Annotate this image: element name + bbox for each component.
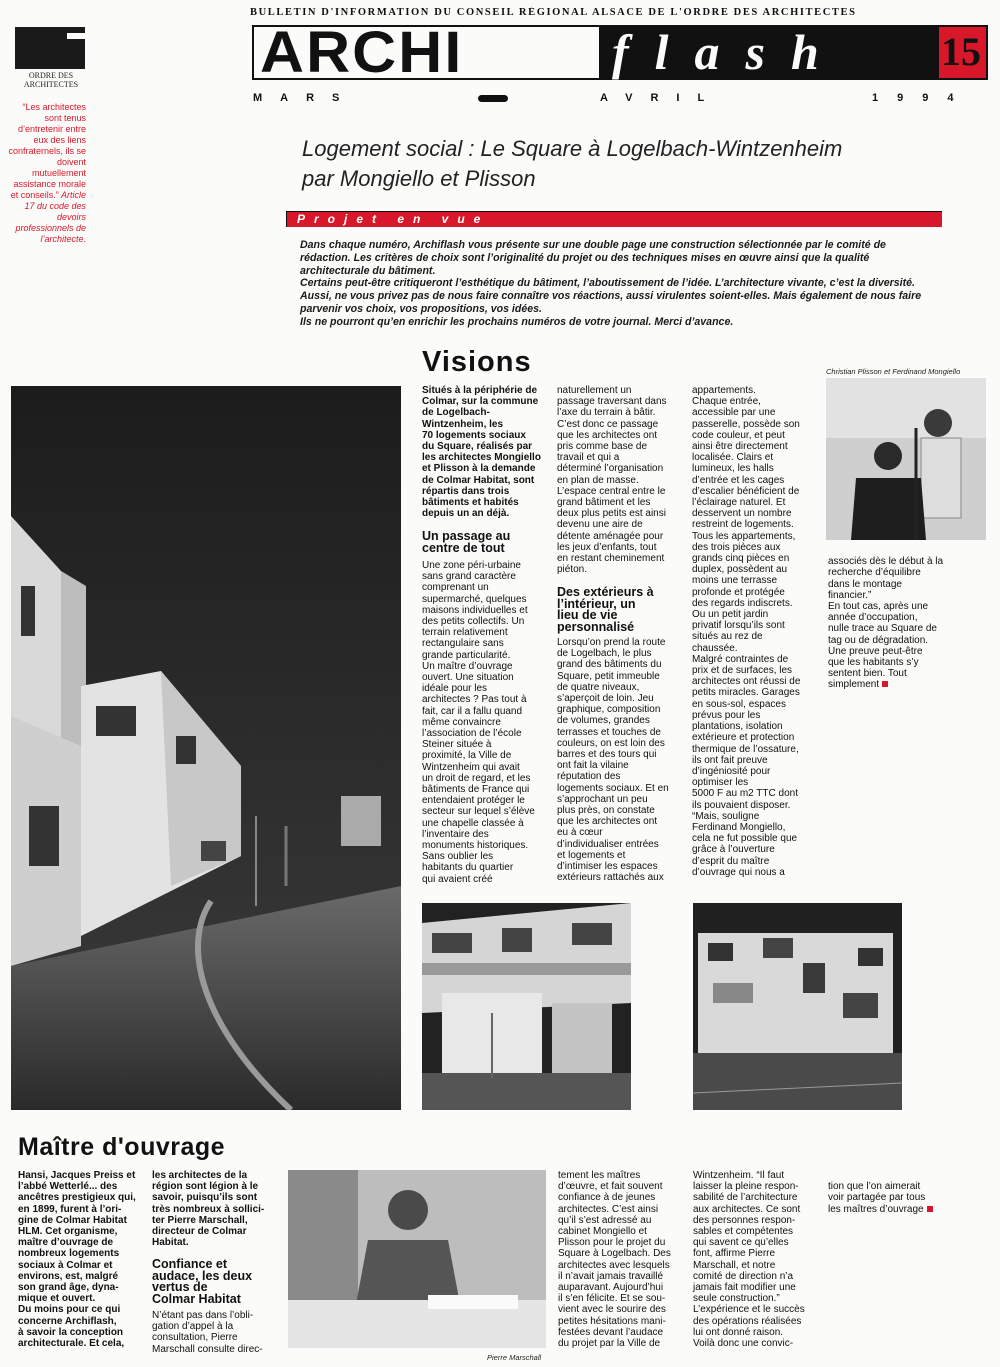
building-main-photo [11,386,401,1110]
visions-lead: Situés à la périphérie de Colmar, sur la commune de Logelbach- Wintzenheim, les 70 logements sociaux du Square, réalisés par les architectes Mongiello et Plisson à la demande de Colmar Habitat, sont répartis dans trois bâtiments et habités depuis un an déjà. [422,385,541,520]
maitre-title: Maître d'ouvrage [18,1133,226,1161]
maitre-sub: Confiance et audace, les deux vertus de Colmar Habitat [152,1257,253,1306]
maitre-col2b: N’étant pas dans l’obli- gation d’appel à la consultation, Pierre Marschall consulte direc- [152,1310,263,1355]
visions-col4 [828,545,968,691]
sidebar-quote-text: “Les architectes sont tenus d’entretenir entre eux des liens confraternels, ils se doivent mutuellement assistance morale et conseils.” [8,102,86,200]
sidebar-quote-ref: Article 17 du code des devoirs professionnels de l’architecte. [15,190,86,244]
visions-sub2: Des extérieurs à l’intérieur, un lieu de vie personnalisé [557,585,654,634]
masthead [252,20,988,85]
visions-col3: appartements. Chaque entrée, accessible par une passerelle, possède son code couleur, et peut ainsi être directement localisée. Clairs et lumineux, les halls d’entrée et les cages d’escalier bénéficient de l’éclairage naturel. Et desservent un nombre restreint de logements. Tous les appartements, des trois pièces aux grands cinq pièces en duplex, possèdent au moins une terrasse profonde et protégée des regards indiscrets. Ou un petit jardin privatif lorsqu’ils sont situés au rez de chaussée. Malgré contraintes de prix et de surfaces, les architectes ont réussi de petits miracles. Garages en sous-sol, espaces prévus pour les plantations, isolation extérieure et protection thermique de l’ossature, ils ont fait preuve d’ingéniosité pour optimiser les 5000 F au m2 TTC dont ils pouvaient disposer. “Mais, souligne Ferdinand Mongiello, cela ne fut possible que grâce à l’ouverture d’esprit du maître d’ouvrage qui nous a [692,385,801,878]
headline [302,134,982,194]
director-caption: Pierre Marschall [487,1353,542,1362]
ordre-logo-text: ORDRE DES ARCHITECTES [23,71,79,89]
ordre-logo [15,27,85,95]
maitre-col2: les architectes de la région sont légion à le savoir, puisqu’ils sont très nombreux à sollici- ter Pierre Marschall, directeur de Colmar Habitat. [152,1170,265,1249]
building-photo-3 [693,903,902,1110]
visions-sub1: Un passage au centre de tout [422,529,511,555]
sidebar-quote [8,102,86,245]
headline-line1: Logement social : Le Square à Logelbach-Wintzenheim [302,136,843,161]
section-tag-bar [286,211,942,227]
date-month1: MARS [253,92,358,104]
end-mark-icon [927,1206,933,1212]
portrait-caption: Christian Plisson et Ferdinand Mongiello [826,367,961,376]
intro-text: Dans chaque numéro, Archiflash vous présente sur une double page une construction sélectionnée par le comité de rédaction. Les critères de choix sont l’originalité du projet ou des techniques mises en œuvre ainsi que la qualité architecturale du bâtiment. Certains peut-être critiqueront l’esthétique du bâtiment, l’aboutissement de l’idée. L’architecture vivante, c’est la diversité. Aussi, ne vous privez pas de nous faire connaître vos réactions, aussi virulentes soient-elles. Mais également de nous faire parvenir vos choix, vos propositions, vos idées. Ils ne pourront qu’en enrichir les prochains numéros de votre journal. Merci d’avance. [300,239,922,328]
maitre-col5 [828,1170,958,1215]
visions-col2b: Lorsqu’on prend la route de Logelbach, le plus grand des bâtiments du Square, petit immeuble de quatre niveaux, s’aperçoit de loin. Jeu graphique, composition de volumes, grandes terrasses et touches de couleurs, on est loin des barres et des tours qui ont fait la vilaine réputation des logements sociaux. Et en s’approchant un peu plus près, on constate que les architectes ont eu à cœur d’individualiser entrées et logements et d’intimiser les espaces extérieurs rattachés aux [557,637,669,884]
section-tag: Projet en vue [297,212,490,226]
visions-col1: Une zone péri-urbaine sans grand caractère comprenant un supermarché, quelques maisons individuelles et des petits collectifs. Un terrain relativement rectangulaire sans grande particularité. Un maître d’ouvrage ouvert. Une situation idéale pour les architectes ? Pas tout à fait, car il a fallu quand même convaincre l’association de l’école Steiner située à proximité, la Ville de Wintzenheim qui avait un droit de regard, et les bâtiments de France qui entendaient protéger le secteur sur lequel s’élève une chapelle classée à l’inventaire des monuments historiques. Sans oublier les habitants du quartier qui avaient créé [422,560,535,885]
bulletin-line: BULLETIN D'INFORMATION DU CONSEIL RÉGIONAL ALSACE DE L'ORDRE DES ARCHITECTES [250,7,857,18]
visions-col2a: naturellement un passage traversant dans l’axe du terrain à bâtir. C’est donc ce passage que les architectes ont pris comme base de travail et qui a déterminé l’organisation en plan de masse. L’espace central entre le grand bâtiment et les deux plus petits est ainsi devenu une aire de détente aménagée pour les jeux d’enfants, tout en restant cheminement piéton. [557,385,667,576]
maitre-col3: tement les maîtres d’œuvre, et fait souvent confiance à de jeunes architectes. C’est ainsi qu’il s’est adressé au cabinet Mongiello et Plisson pour le projet du Square à Logelbach. Des architectes avec lesquels il n’avait jamais travaillé auparavant. Aujourd’hui il s’en félicite. Et se sou- vient avec le sourire des petites hésitations mani- festées devant l’audace du projet par la Ville de [558,1170,671,1350]
headline-line2: par Mongiello et Plisson [302,166,536,191]
maitre-col4: Wintzenheim. “Il faut laisser la pleine respon- sabilité de l’architecture aux architectes. Ce sont des personnes respon- sables et compétentes qui savent ce qu’elles font, affirme Pierre Marschall, et notre comité de direction n’a jamais fait modifier une seule construction.” L’expérience et le succès des opérations réalisées lui ont donné raison. Voilà donc une convic- [693,1170,805,1350]
date-month2: AVRIL [600,92,723,104]
visions-title: Visions [422,346,532,378]
issue-number: 15 [941,29,981,74]
visions-col4-text: associés dès le début à la recherche d’équilibre dans le montage financier.” En tout cas, après une année d’occupation, nulle trace au Square de tag ou de dégradation. Une preuve peut-être que les habitants s’y sentent bien. Tout simplement [828,556,944,691]
masthead-archi: ARCHI [260,20,464,85]
end-mark-icon [882,681,888,687]
architects-portrait-photo [826,378,986,540]
date-dash [478,95,508,102]
director-photo [288,1170,546,1348]
masthead-flash: flash [612,24,845,80]
date-year: 1994 [872,92,973,104]
maitre-col1: Hansi, Jacques Preiss et l’abbé Wetterlé... des ancêtres prestigieux qui, en 1899, furent à l’ori- gine de Colmar Habitat HLM. Cet organisme, maître d’ouvrage de nombreux logements sociaux à Colmar et environs, est, malgré son grand âge, dyna- mique et ouvert. Du moins pour ce qui concerne Archiflash, à savoir la conception architecturale. Et cela, [18,1170,136,1350]
building-photo-2 [422,903,631,1110]
maitre-col5-text: tion que l’on aimerait voir partagée par tous les maîtres d’ouvrage [828,1181,926,1215]
